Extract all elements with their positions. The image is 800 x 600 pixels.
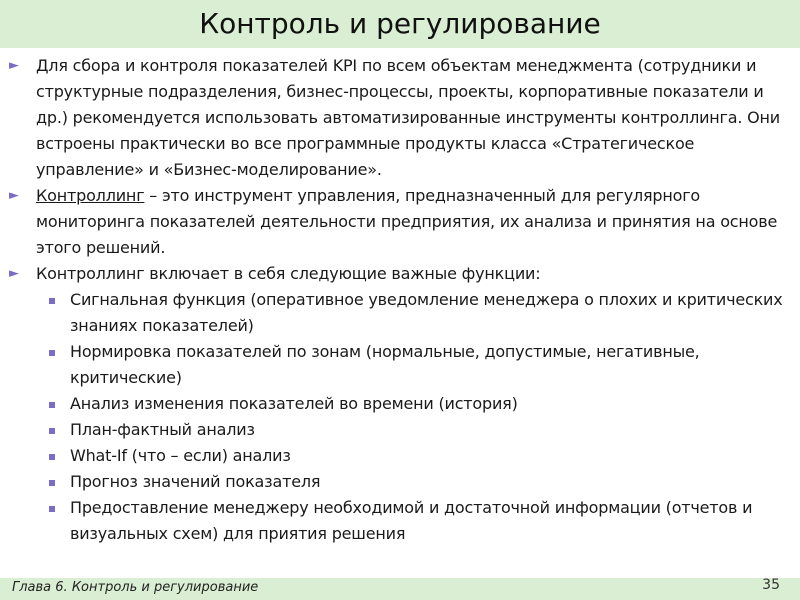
square-bullet-icon <box>49 298 55 304</box>
slide-content <box>8 53 794 547</box>
bullet-text: Контроллинг включает в себя следующие важные функции: <box>36 264 541 283</box>
footer-chapter: Глава 6. Контроль и регулирование <box>12 580 259 595</box>
square-bullet-icon <box>49 428 55 434</box>
page-number: 35 <box>762 577 780 593</box>
square-bullet-icon <box>49 350 55 356</box>
sub-item-text: Анализ изменения показателей во времени (история) <box>70 394 518 413</box>
bullet-arrow-icon: ► <box>9 58 19 73</box>
sub-item-text: Предоставление менеджеру необходимой и достаточной информации (отчетов и визуальных схем) для приятия решения <box>70 498 753 543</box>
sub-item-history-analysis <box>8 391 794 417</box>
sub-item-normalization <box>8 339 794 391</box>
bullet-controlling-definition <box>8 183 794 261</box>
bullet-kpi-tools <box>8 53 794 183</box>
bullet-text: – это инструмент управления, предназначенный для регулярного мониторинга показателей деятельности предприятия, их анализа и принятия на основе этого решений. <box>36 186 778 257</box>
bullet-arrow-icon: ► <box>9 188 19 203</box>
sub-item-text: Сигнальная функция (оперативное уведомление менеджера о плохих и критических знаниях показателей) <box>70 290 783 335</box>
controlling-term-link[interactable]: Контроллинг <box>36 186 145 205</box>
sub-item-signal-function <box>8 287 794 339</box>
sub-item-reporting <box>8 495 794 547</box>
sub-item-text: Прогноз значений показателя <box>70 472 321 491</box>
bullet-controlling-functions <box>8 261 794 287</box>
sub-item-text: What-If (что – если) анализ <box>70 446 291 465</box>
square-bullet-icon <box>49 506 55 512</box>
square-bullet-icon <box>49 454 55 460</box>
sub-item-what-if <box>8 443 794 469</box>
sub-item-text: План-фактный анализ <box>70 420 255 439</box>
slide-title: Контроль и регулирование <box>199 7 601 40</box>
bullet-arrow-icon: ► <box>9 266 19 281</box>
sub-item-plan-fact <box>8 417 794 443</box>
square-bullet-icon <box>49 402 55 408</box>
sub-item-text: Нормировка показателей по зонам (нормальные, допустимые, негативные, критические) <box>70 342 700 387</box>
sub-item-forecast <box>8 469 794 495</box>
square-bullet-icon <box>49 480 55 486</box>
bullet-text: Для сбора и контроля показателей KPI по всем объектам менеджмента (сотрудники и структурные подразделения, бизнес-процессы, проекты, корпоративные показатели и др.) рекомендуется использовать автоматизированные инструменты контроллинга. Они встроены практически во все программные продукты класса «Стратегическое управление» и «Бизнес-моделирование». <box>36 56 780 179</box>
